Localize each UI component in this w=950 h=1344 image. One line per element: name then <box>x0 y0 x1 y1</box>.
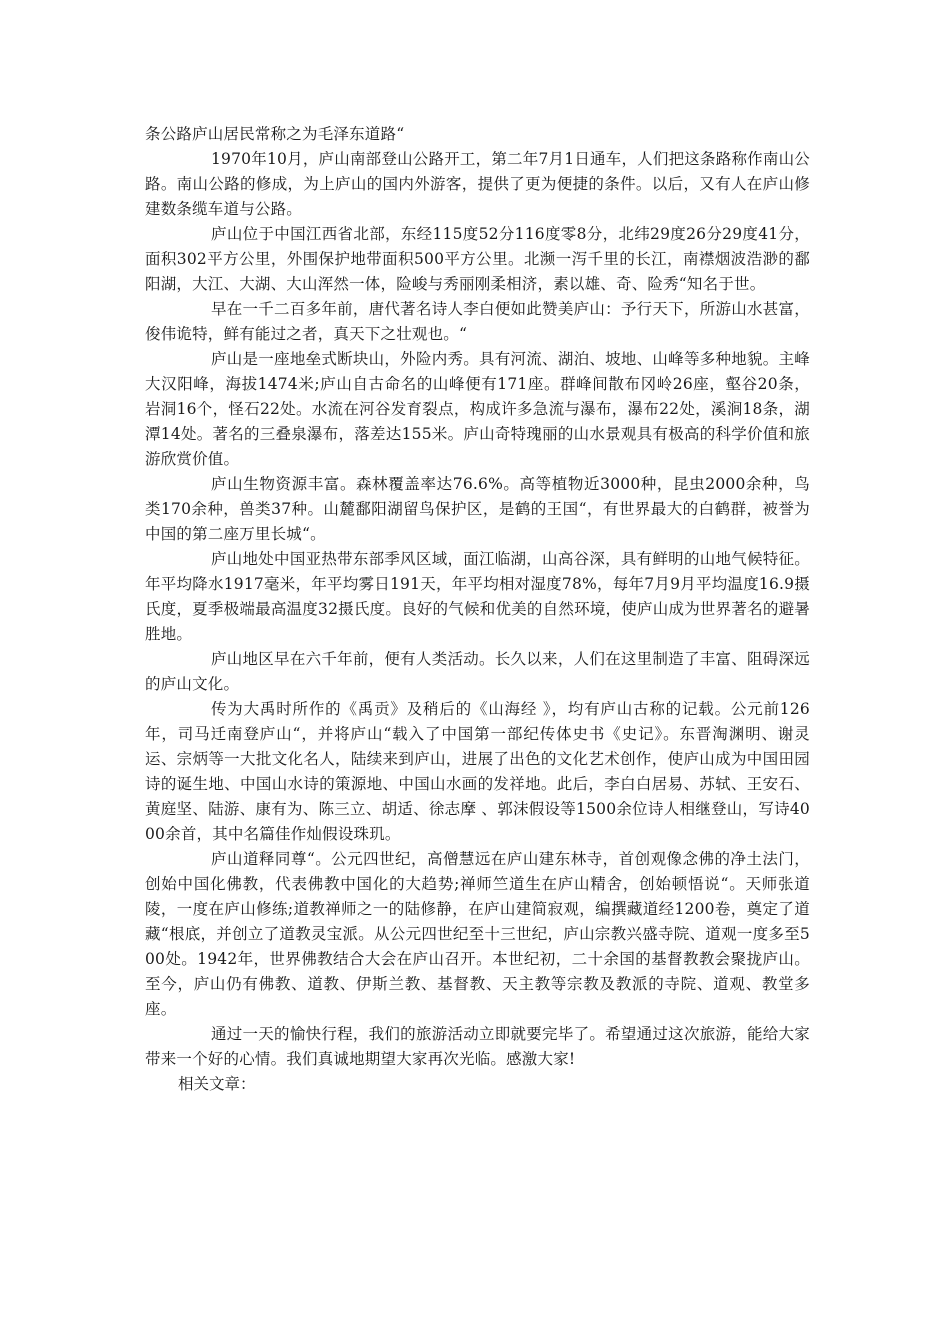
paragraph-landform: 庐山是一座地垒式断块山，外险内秀。具有河流、湖泊、坡地、山峰等多种地貌。主峰大汉阳峰，海拔1474米;庐山自古命名的山峰便有171座。群峰间散布冈岭26座，壑谷20条，岩洞16个，怪石22处。水流在河谷发育裂点，构成许多急流与瀑布，瀑布22处，溪涧18条，湖潭14处。著名的三叠泉瀑布，落差达155米。庐山奇特瑰丽的山水景观具有极高的科学价值和旅游欣赏价值。 <box>145 350 810 468</box>
document-body <box>145 122 810 1097</box>
paragraph-closing: 通过一天的愉快行程，我们的旅游活动立即就要完毕了。希望通过这次旅游，能给大家带来一个好的心情。我们真诚地期望大家再次光临。感激大家! <box>145 1025 810 1068</box>
paragraph-li-bai: 早在一千二百多年前，唐代著名诗人李白便如此赞美庐山：予行天下，所游山水甚富，俊伟诡特，鲜有能过之者，真天下之壮观也。“ <box>145 300 810 343</box>
paragraph-continuation: 条公路庐山居民常称之为毛泽东道路“ <box>145 125 405 143</box>
paragraph-literature: 传为大禹时所作的《禹贡》及稍后的《山海经 》，均有庐山古称的记载。公元前126年，司马迁南登庐山“，并将庐山“载入了中国第一部纪传体史书《史记》。东晋淘渊明、谢灵运、宗炳等一大批文化名人，陆续来到庐山，进展了出色的文化艺术创作，使庐山成为中国田园诗的诞生地、中国山水诗的策源地、中国山水画的发祥地。此后，李白白居易、苏轼、王安石、黄庭坚、陆游、康有为、陈三立、胡适、徐志摩 、郭沫假设等1500余位诗人相继登山，写诗4000余首，其中名篇佳作灿假设珠玑。 <box>145 700 810 843</box>
paragraph-south-road: 1970年10月，庐山南部登山公路开工，第二年7月1日通车，人们把这条路称作南山公路。南山公路的修成，为上庐山的国内外游客，提供了更为便捷的条件。以后，又有人在庐山修建数条缆车道与公路。 <box>145 150 810 218</box>
paragraph-biology: 庐山生物资源丰富。森林覆盖率达76.6%。高等植物近3000种，昆虫2000余种，鸟类170余种，兽类37种。山麓鄱阳湖留鸟保护区，是鹤的王国“，有世界最大的白鹤群，被誉为中国的第二座万里长城“。 <box>145 475 810 543</box>
paragraph-religion: 庐山道释同尊“。公元四世纪，高僧慧远在庐山建东林寺，首创观像念佛的净土法门，创始中国化佛教，代表佛教中国化的大趋势;禅师竺道生在庐山精舍，创始顿悟说“。天师张道陵，一度在庐山修练;道教禅师之一的陆修静，在庐山建简寂观，编撰藏道经1200卷，奠定了道藏“根底，并创立了道教灵宝派。从公元四世纪至十三世纪，庐山宗教兴盛寺院、道观一度多至500处。1942年，世界佛教结合大会在庐山召开。本世纪初，二十余国的基督教教会聚拢庐山。至今，庐山仍有佛教、道教、伊斯兰教、基督教、天主教等宗教及教派的寺院、道观、教堂多座。 <box>145 850 810 1018</box>
paragraph-culture-intro: 庐山地区早在六千年前，便有人类活动。长久以来，人们在这里制造了丰富、阻碍深远的庐山文化。 <box>145 650 810 693</box>
related-articles-label: 相关文章： <box>178 1075 256 1093</box>
paragraph-climate: 庐山地处中国亚热带东部季风区域，面江临湖，山高谷深，具有鲜明的山地气候特征。年平均降水1917毫米，年平均雾日191天，年平均相对湿度78%，每年7月9月平均温度16.9摄氏度，夏季极端最高温度32摄氏度。良好的气候和优美的自然环境，使庐山成为世界著名的避暑胜地。 <box>145 550 810 643</box>
paragraph-location: 庐山位于中国江西省北部，东经115度52分116度零8分，北纬29度26分29度41分，面积302平方公里，外围保护地带面积500平方公里。北濒一泻千里的长江，南襟烟波浩渺的鄱阳湖，大江、大湖、大山浑然一体，险峻与秀丽刚柔相济，素以雄、奇、险秀“知名于世。 <box>145 225 810 293</box>
